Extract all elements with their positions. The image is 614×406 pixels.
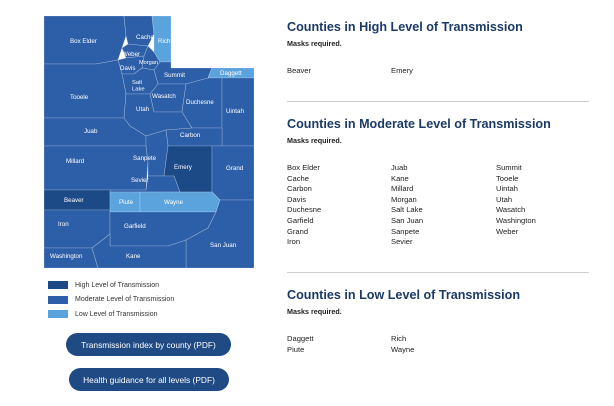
county-list-item: Daggett — [287, 334, 314, 343]
county-label-sanpete: Sanpete — [133, 155, 157, 162]
county-list-item: Wasatch — [496, 205, 526, 215]
county-list-item: Sevier — [391, 237, 413, 247]
county-list-item: Utah — [496, 194, 513, 204]
county-list-item: Morgan — [391, 194, 417, 204]
county-list-item: San Juan — [391, 215, 424, 225]
county-label-juab: Juab — [84, 128, 98, 135]
county-list-item: Emery — [391, 66, 413, 75]
moderate-section-note: Masks required. — [287, 136, 342, 145]
county-label-wasatch: Wasatch — [152, 93, 176, 100]
moderate-county-list — [287, 163, 576, 248]
county-label-wayne: Wayne — [164, 199, 184, 206]
moderate-col-2 — [391, 163, 496, 248]
county-list-item: Piute — [287, 344, 305, 354]
legend-swatch-high — [48, 281, 68, 289]
transmission-index-button[interactable]: Transmission index by county (PDF) — [66, 333, 231, 356]
county-cache[interactable] — [124, 16, 154, 46]
low-section-heading: Counties in Low Level of Transmission — [287, 288, 521, 302]
county-list-item: Weber — [496, 226, 519, 236]
county-label-millard: Millard — [66, 158, 85, 165]
county-list-item: Cache — [287, 173, 309, 183]
county-list-item: Sanpete — [391, 226, 420, 236]
county-list-item: Beaver — [287, 66, 312, 75]
county-list-item: Grand — [287, 226, 309, 236]
high-section-heading: Counties in High Level of Transmission — [287, 20, 523, 34]
low-transmission-section — [287, 288, 589, 368]
legend-label-high: High Level of Transmission — [75, 281, 160, 289]
legend-swatch-low — [48, 310, 68, 318]
county-list-item: Summit — [496, 163, 522, 172]
moderate-transmission-section — [287, 117, 589, 267]
county-list-item: Davis — [287, 194, 306, 204]
legend-swatch-moderate — [48, 296, 68, 304]
county-label-carbon: Carbon — [180, 132, 201, 139]
moderate-col-3 — [496, 163, 576, 248]
county-grand[interactable] — [212, 146, 254, 200]
low-section-note: Masks required. — [287, 307, 342, 316]
county-label-beaver: Beaver — [64, 197, 84, 204]
county-list-item: Kane — [391, 173, 409, 183]
county-list-item: Duchesne — [287, 205, 322, 215]
legend-item-high — [48, 278, 174, 292]
county-label-piute: Piute — [119, 199, 134, 206]
county-list-item: Millard — [391, 184, 414, 194]
county-label-tooele: Tooele — [70, 94, 89, 101]
high-transmission-section — [287, 20, 589, 100]
section-divider — [287, 101, 589, 102]
high-col-2 — [391, 66, 496, 77]
county-label-grand: Grand — [226, 165, 244, 172]
legend-label-low: Low Level of Transmission — [75, 310, 158, 318]
county-label-san-juan: San Juan — [210, 242, 237, 249]
county-label-iron: Iron — [58, 221, 69, 228]
county-tooele[interactable] — [44, 60, 126, 118]
county-list-item: Rich — [391, 334, 407, 343]
county-label-salt-lake: Salt Lake — [132, 80, 145, 93]
county-label-sevier: Sevier — [131, 177, 149, 184]
county-label-uintah: Uintah — [226, 108, 244, 115]
county-label-daggett: Daggett — [220, 70, 242, 77]
county-list-item: Uintah — [496, 184, 518, 194]
legend-item-moderate — [48, 293, 174, 307]
county-label-box-elder: Box Elder — [70, 38, 97, 45]
county-label-kane: Kane — [126, 253, 141, 260]
county-list-item: Washington — [496, 215, 536, 225]
county-list-item: Box Elder — [287, 163, 320, 172]
low-col-2 — [391, 334, 496, 355]
high-col-1 — [287, 66, 391, 77]
county-list-item: Tooele — [496, 173, 519, 183]
section-divider — [287, 272, 589, 273]
county-label-cache: Cache — [136, 34, 154, 41]
map-legend — [48, 278, 174, 322]
county-label-weber: Weber — [122, 51, 141, 58]
county-list-item: Iron — [287, 237, 301, 247]
high-county-list — [287, 66, 496, 77]
county-label-morgan: Morgan — [139, 60, 158, 66]
county-list-item: Garfield — [287, 215, 314, 225]
legend-label-moderate: Moderate Level of Transmission — [75, 296, 175, 303]
county-list-item: Carbon — [287, 184, 312, 194]
high-section-note: Masks required. — [287, 39, 342, 48]
county-label-emery: Emery — [174, 164, 192, 171]
moderate-section-heading: Counties in Moderate Level of Transmission — [287, 117, 551, 131]
county-label-summit: Summit — [164, 72, 185, 79]
low-county-list — [287, 334, 496, 355]
low-col-1 — [287, 334, 391, 355]
moderate-col-1 — [287, 163, 391, 248]
county-list-item: Wayne — [391, 344, 415, 354]
county-label-washington: Washington — [50, 253, 83, 260]
legend-item-low — [48, 307, 174, 321]
county-list-item: Salt Lake — [391, 205, 423, 215]
county-label-davis: Davis — [120, 65, 136, 72]
health-guidance-button[interactable]: Health guidance for all levels (PDF) — [69, 368, 229, 391]
county-label-duchesne: Duchesne — [186, 99, 214, 106]
county-list-item: Juab — [391, 163, 408, 172]
county-label-rich: Rich — [158, 38, 171, 45]
county-label-garfield: Garfield — [124, 223, 146, 230]
utah-county-map — [36, 12, 262, 272]
county-label-utah: Utah — [136, 106, 150, 113]
